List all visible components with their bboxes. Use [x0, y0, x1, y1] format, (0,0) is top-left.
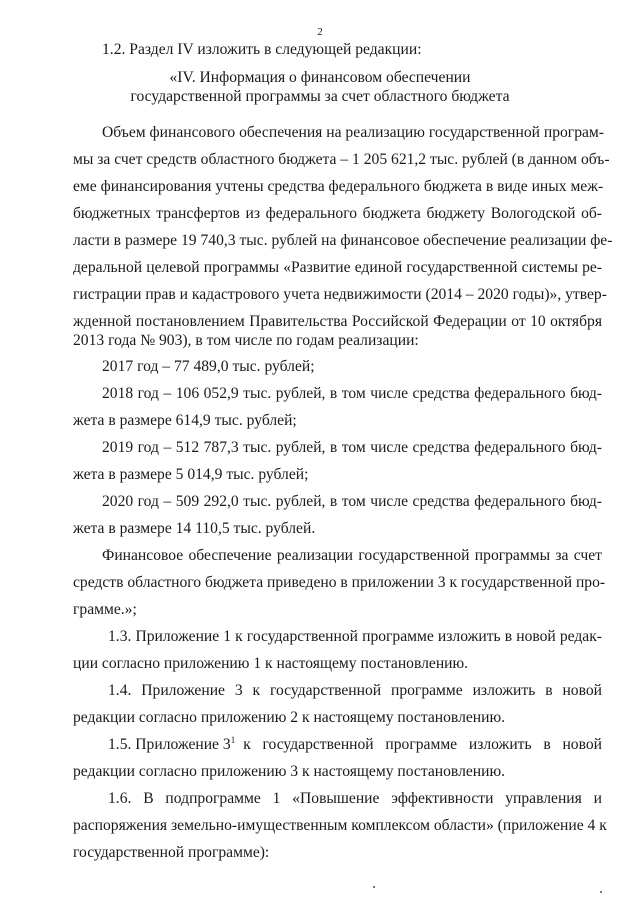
para1-line: ласти в размере 19 740,3 тыс. рублей на финансовое обеспечение реализации фе-: [73, 232, 613, 249]
item-1-6-line: распоряжения земельно-имущественным комплексом области» (приложение 4 к: [73, 817, 607, 834]
para1-line: жденной постановлением Правительства Российской Федерации от 10 октября: [73, 313, 602, 330]
para1-line: Объем финансового обеспечения на реализацию государственной програм-: [102, 124, 604, 141]
year-2018: 2018 год – 106 052,9 тыс. рублей, в том числе средства федерального бюд-: [102, 385, 602, 402]
para1-line: гистрации прав и кадастрового учета недвижимости (2014 – 2020 годы)», утвер-: [73, 286, 607, 303]
para1-line: 2013 года № 903), в том числе по годам реализации:: [73, 332, 419, 349]
financing-para-line: средств областного бюджета приведено в приложении 3 к государственной про-: [73, 574, 606, 591]
para1-line: бюджетных трансфертов из федерального бюджета бюджету Вологодской об-: [73, 205, 602, 222]
year-2020-cont: жета в размере 14 110,5 тыс. рублей.: [73, 520, 316, 537]
item-1-4-line: 1.4. Приложение 3 к государственной программе изложить в новой: [108, 682, 602, 699]
item-1-6-line: 1.6. В подпрограмме 1 «Повышение эффективности управления и: [108, 790, 602, 807]
page-number: 2: [317, 26, 323, 38]
section-heading-line-1: «IV. Информация о финансовом обеспечении: [169, 69, 471, 86]
superscript-1: 1: [230, 735, 236, 745]
year-2018-cont: жета в размере 614,9 тыс. рублей;: [73, 412, 297, 429]
para1-line: мы за счет средств областного бюджета – 1 205 621,2 тыс. рублей (в данном объ-: [73, 151, 610, 168]
item-1-3-line: 1.3. Приложение 1 к государственной программе изложить в новой редак-: [108, 628, 602, 645]
item-1-4-line: редакции согласно приложению 2 к настоящему постановлению.: [73, 709, 506, 726]
scan-speck: [373, 886, 375, 888]
item-1-3-line: ции согласно приложению 1 к настоящему постановлению.: [73, 655, 469, 672]
item-1-5-pre: 1.5. Приложение $3^1$: [108, 735, 236, 753]
year-2019-cont: жета в размере 5 014,9 тыс. рублей;: [73, 466, 309, 483]
item-1-5-line: [108, 735, 602, 755]
financing-para-line: Финансовое обеспечение реализации государственной программы за счет: [102, 547, 602, 564]
scan-speck: [600, 891, 602, 893]
item-1-5-line: редакции согласно приложению 3 к настоящему постановлению.: [73, 763, 506, 780]
year-2019: 2019 год – 512 787,3 тыс. рублей, в том числе средства федерального бюд-: [102, 439, 602, 456]
year-2017: 2017 год – 77 489,0 тыс. рублей;: [102, 358, 315, 375]
item-1-5-post: к государственной программе изложить в новой: [243, 736, 602, 753]
year-2020: 2020 год – 509 292,0 тыс. рублей, в том числе средства федерального бюд-: [102, 493, 602, 510]
item-1-2: 1.2. Раздел IV изложить в следующей редакции:: [102, 41, 422, 58]
item-1-6-line: государственной программе):: [73, 844, 270, 861]
para1-line: деральной целевой программы «Развитие единой государственной системы ре-: [73, 259, 602, 276]
financing-para-line: грамме.»;: [73, 601, 137, 618]
para1-line: еме финансирования учтены средства федерального бюджета в виде иных меж-: [73, 178, 604, 195]
section-heading-line-2: государственной программы за счет областного бюджета: [130, 88, 510, 105]
